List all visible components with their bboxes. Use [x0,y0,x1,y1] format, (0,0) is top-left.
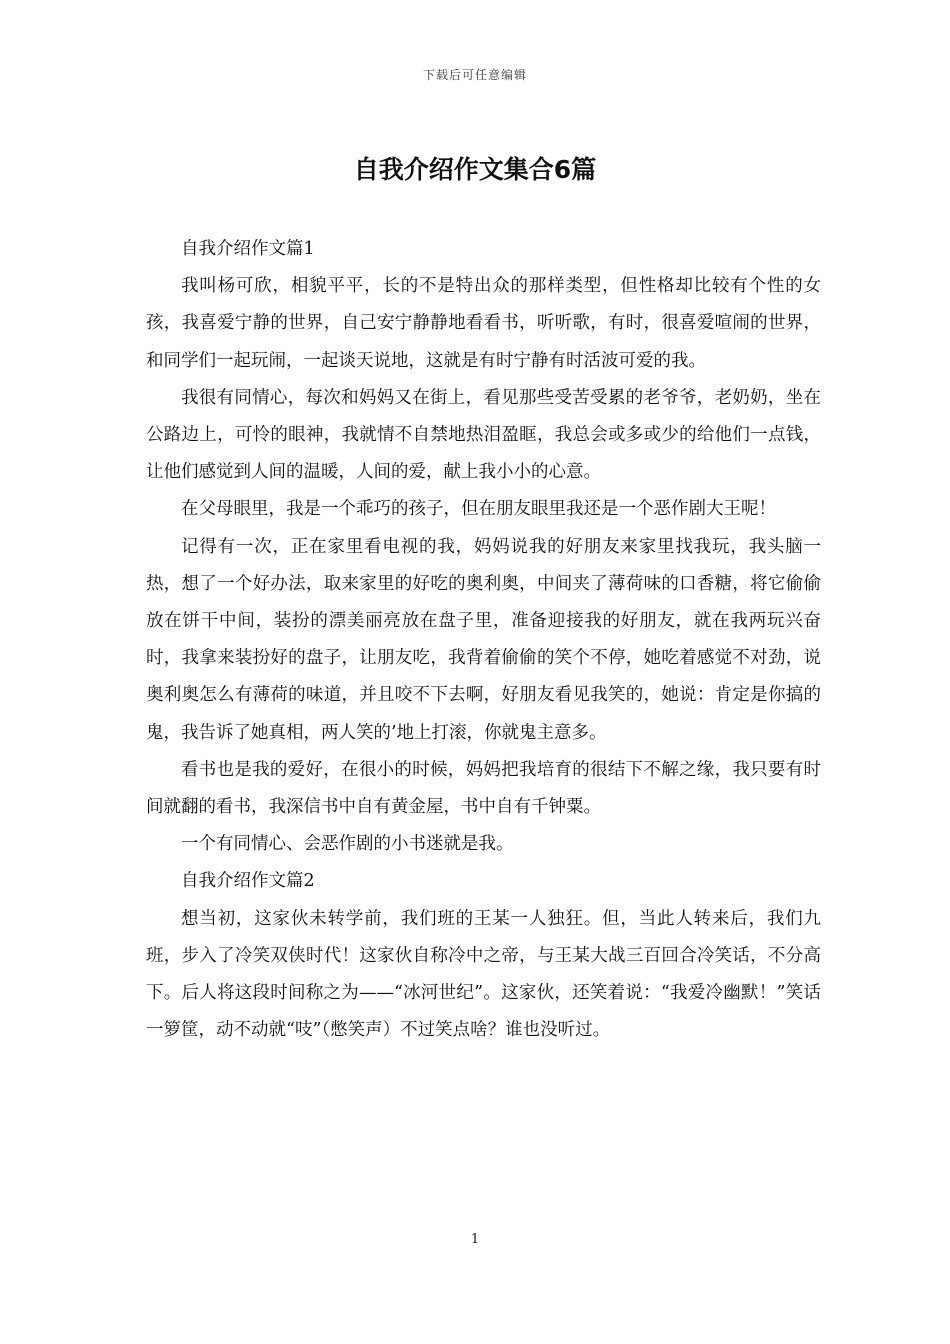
section-heading-2: 自我介绍作文篇2 [181,871,315,892]
header-note: 下载后可任意编辑 [422,68,527,82]
paragraph: 看书也是我的爱好，在很小的时候，妈妈把我培育的很结下不解之缘，我只要有时间就翻的看书，我深信书中自有黄金屋，书中自有千钟粟。 [146,759,821,818]
paragraph: 我叫杨可欣，相貌平平，长的不是特出众的那样类型，但性格却比较有个性的女孩，我喜爱宁静的世界，自己安宁静静地看看书，听听歌，有时，很喜爱喧闹的世界，和同学们一起玩闹，一起谈天说地，这就是有时宁静有时活波可爱的我。 [146,276,821,371]
paragraph: 我很有同情心，每次和妈妈又在街上，看见那些受苦受累的老爷爷，老奶奶，坐在公路边上，可怜的眼神，我就情不自禁地热泪盈眶，我总会或多或少的给他们一点钱，让他们感觉到人间的温暖，人间的爱，献上我小小的心意。 [146,387,821,483]
document-body [146,231,821,1049]
page-number: 1 [470,1232,480,1247]
paragraph: 想当初，这家伙未转学前，我们班的王某一人独狂。但，当此人转来后，我们九班，步入了冷笑双侠时代！这家伙自称冷中之帝，与王某大战三百回合冷笑话，不分高下。后人将这段时间称之为——“冰河世纪”。这家伙，还笑着说：“我爱冷幽默！”笑话一箩筐，动不动就“吱”（憋笑声）不过笑点啥？谁也没听过。 [146,908,821,1041]
paragraph: 在父母眼里，我是一个乖巧的孩子，但在朋友眼里我还是一个恶作剧大王呢！ [181,499,776,520]
paragraph: 记得有一次，正在家里看电视的我，妈妈说我的好朋友来家里找我玩，我头脑一热，想了一个好办法，取来家里的好吃的奥利奥，中间夹了薄荷味的口香糖，将它偷偷放在饼干中间，装扮的漂美丽亮放在盘子里，准备迎接我的好朋友，就在我两玩兴奋时，我拿来装扮好的盘子，让朋友吃，我背着偷偷的笑个不停，她吃着感觉不对劲，说奥利奥怎么有薄荷的味道，并且咬不下去啊，好朋友看见我笑的，她说：肯定是你搞的鬼，我告诉了她真相，两人笑的’地上打滚，你就鬼主意多。 [146,536,821,743]
paragraph: 一个有同情心、会恶作剧的小书迷就是我。 [181,834,514,855]
section-heading-1: 自我介绍作文篇1 [181,239,315,259]
document-title: 自我介绍作文集合6篇 [353,155,597,184]
